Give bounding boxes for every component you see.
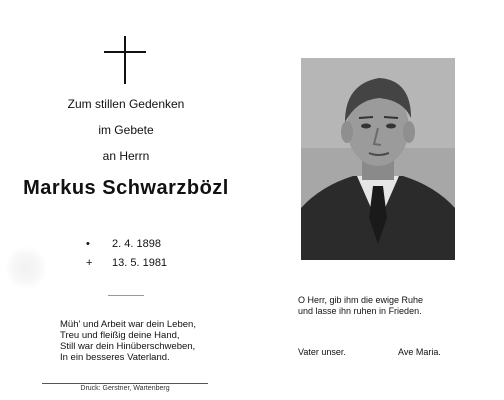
dedication-line-1: Zum stillen Gedenken <box>67 97 185 111</box>
dedication-line-2: im Gebete <box>98 123 154 137</box>
paper-smudge <box>6 246 46 290</box>
divider <box>108 295 144 296</box>
deceased-name: Markus Schwarzbözl <box>23 177 229 199</box>
poem-line: Müh' und Arbeit war dein Leben, <box>60 319 196 330</box>
poem-line: Treu und fleißig deine Hand, <box>60 330 180 341</box>
prayer-line: O Herr, gib ihm die ewige Ruhe <box>298 295 424 305</box>
death-row <box>86 257 167 269</box>
print-divider <box>42 383 208 384</box>
poem-line: Still war dein Hinüberschweben, <box>60 341 196 352</box>
portrait-photo <box>301 58 455 260</box>
poem <box>60 319 196 363</box>
death-symbol: + <box>86 257 93 269</box>
prayer <box>298 295 423 317</box>
cross-icon <box>104 36 146 84</box>
prayer-line: und lasse ihn ruhen in Frieden. <box>298 306 422 316</box>
birth-row <box>86 238 161 250</box>
death-date: 13. 5. 1981 <box>112 257 168 269</box>
prayer-vater-unser: Vater unser. <box>298 347 346 357</box>
prayer-ave-maria: Ave Maria. <box>398 347 441 357</box>
portrait-illustration <box>301 58 455 260</box>
dedication-line-3: an Herrn <box>102 149 150 163</box>
birth-date: 2. 4. 1898 <box>112 238 161 250</box>
poem-line: In ein besseres Vaterland. <box>60 352 170 363</box>
birth-symbol: • <box>86 238 90 250</box>
printer-credit: Druck: Gerstner, Wartenberg <box>80 385 170 392</box>
